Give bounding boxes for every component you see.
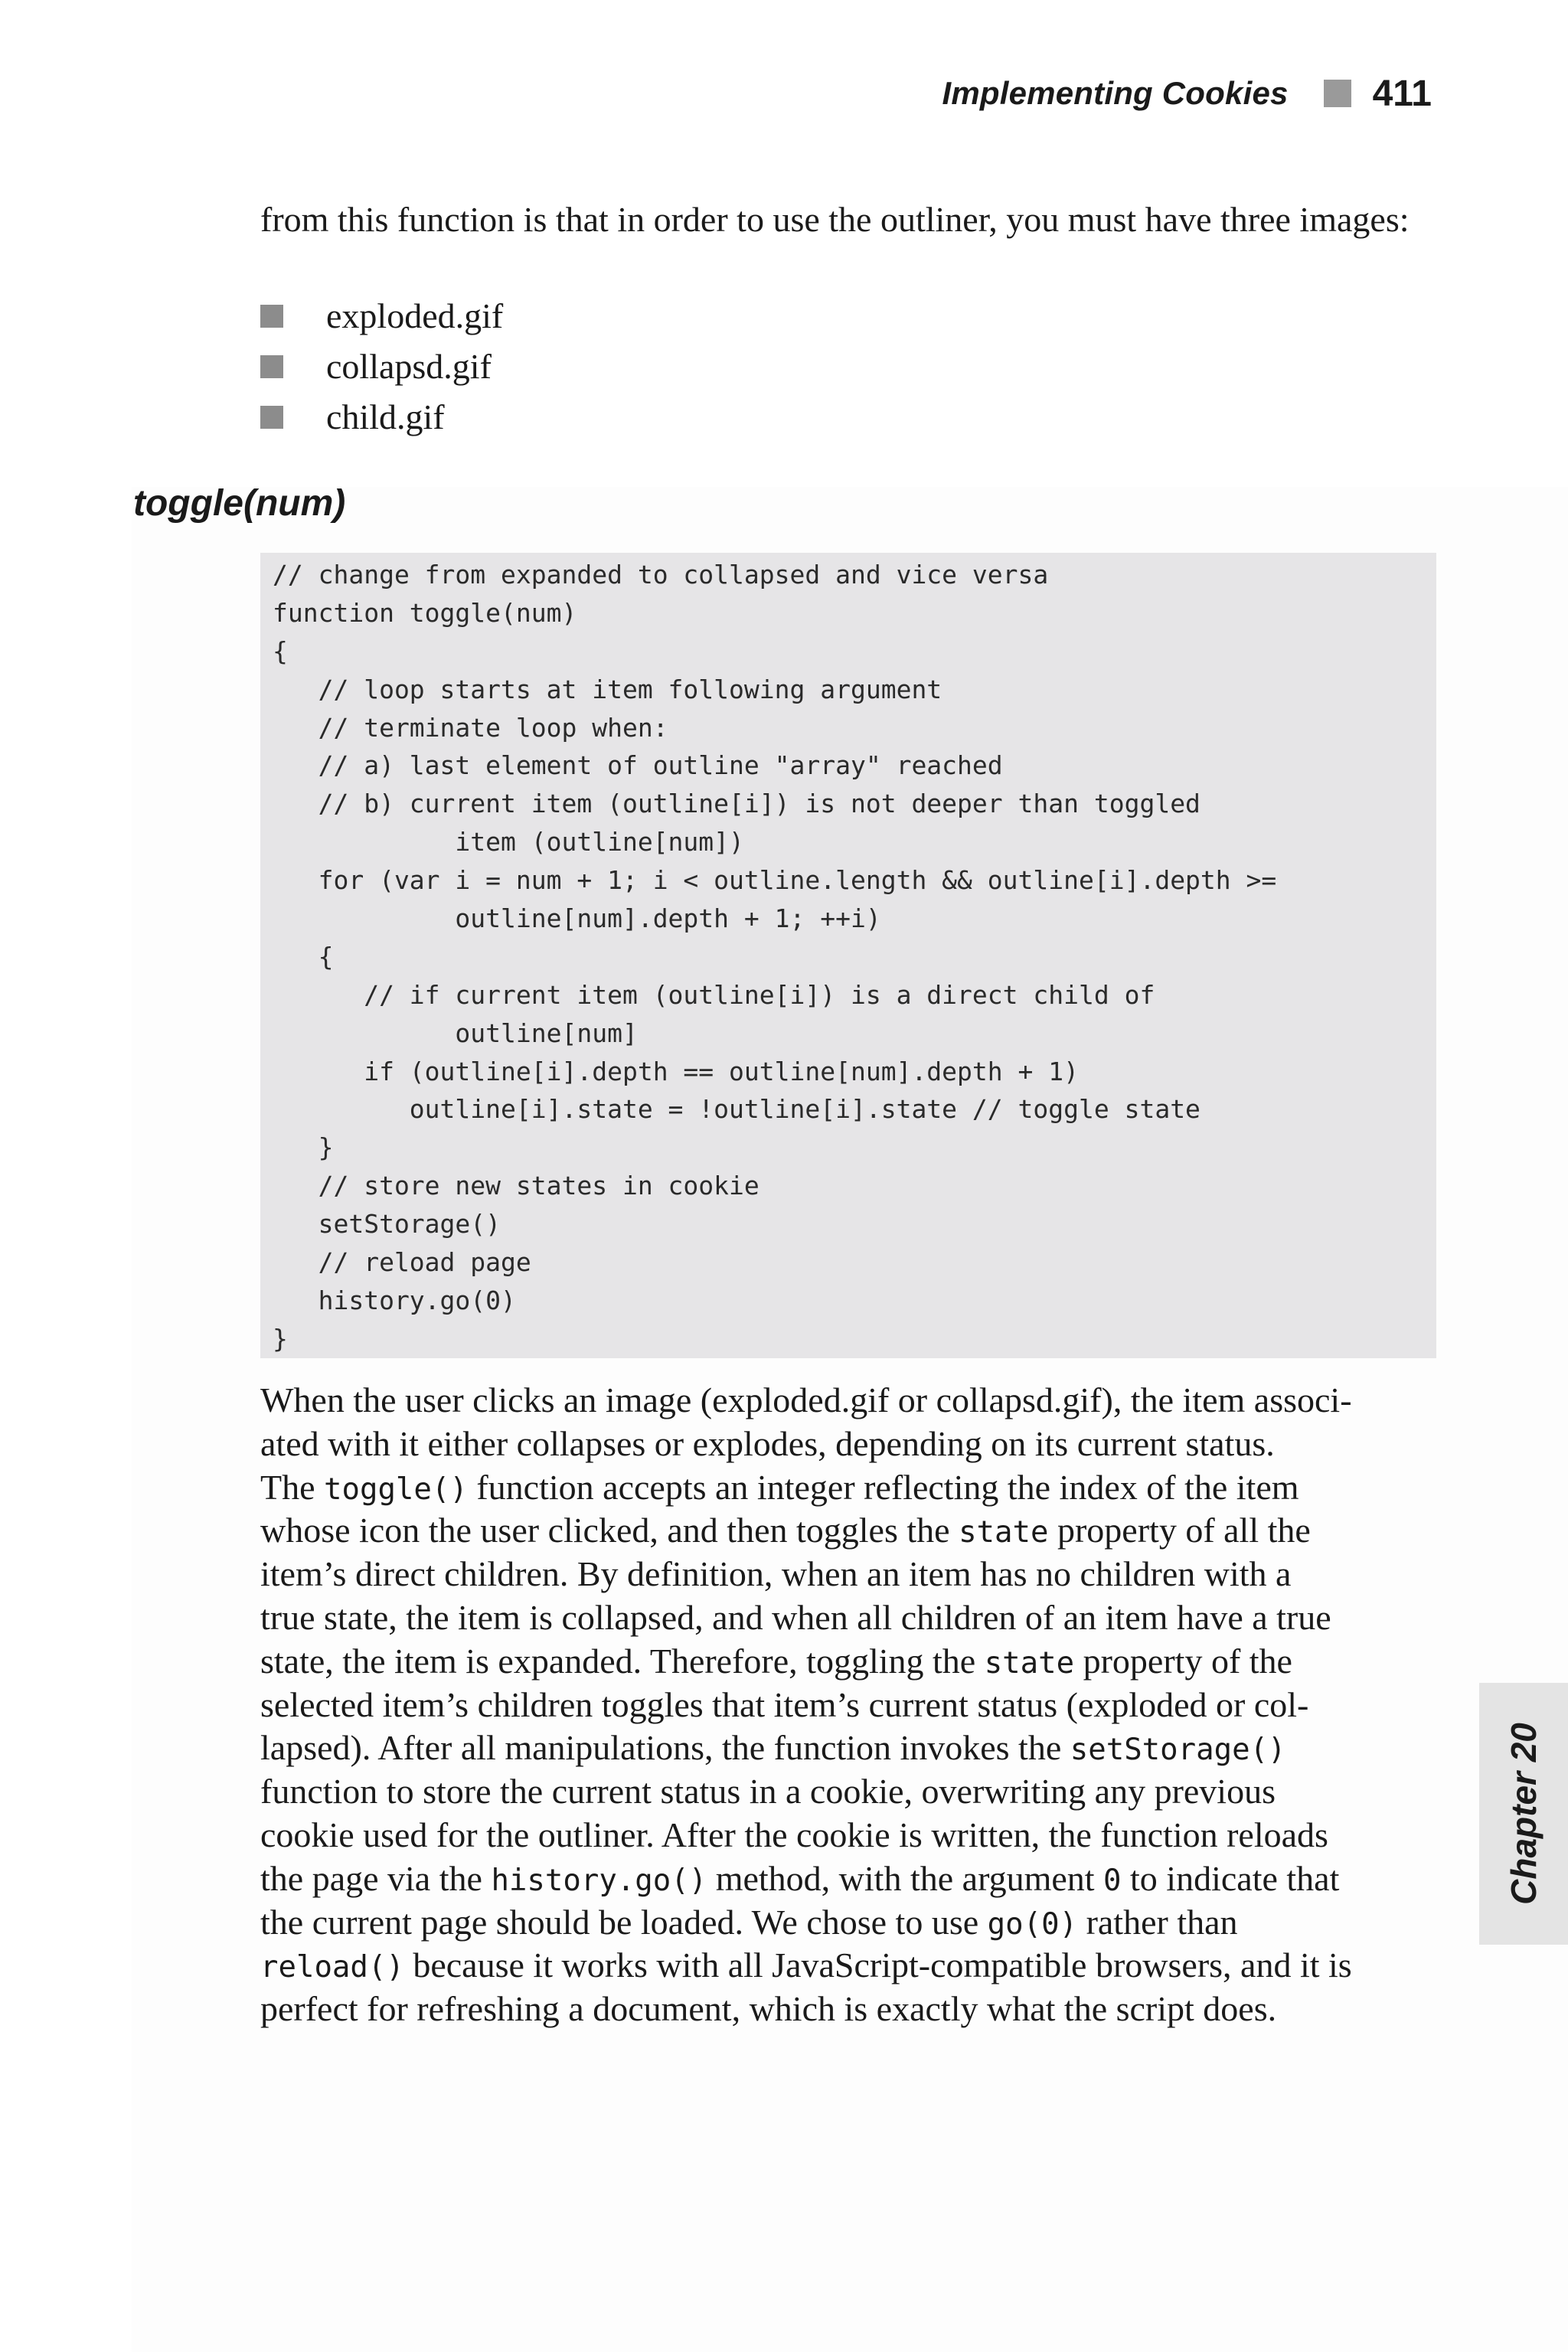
code-listing [260, 553, 1436, 1358]
body-text: whose icon the user clicked, and then toggles the [260, 1511, 959, 1550]
body-text: the page via the [260, 1858, 492, 1898]
body-text: The [260, 1467, 325, 1507]
body-line [260, 1423, 1439, 1466]
code-line: // loop starts at item following argument [273, 674, 942, 704]
intro-paragraph: from this function is that in order to use the outliner, you must have three images: [260, 200, 1410, 239]
code-line: } [273, 1132, 334, 1163]
body-line [260, 1596, 1439, 1640]
code-line: outline[num] [273, 1018, 638, 1048]
list-item-label: child.gif [326, 397, 445, 436]
body-text: property of all the [1048, 1511, 1311, 1550]
bullet-square-icon [260, 406, 283, 429]
body-text: to indicate that [1121, 1858, 1340, 1898]
body-line [260, 1944, 1439, 1988]
body-text: state, the item is expanded. Therefore, toggling the [260, 1641, 985, 1681]
page-number: 411 [1372, 73, 1432, 114]
code-line: // reload page [273, 1247, 531, 1278]
body-line [260, 1726, 1439, 1770]
body-text: because it works with all JavaScript-compatible browsers, and it is [403, 1945, 1352, 1985]
code-line: if (outline[i].depth == outline[num].depth + 1) [273, 1056, 1079, 1086]
header-square-icon [1324, 80, 1351, 107]
code-line: setStorage() [273, 1209, 501, 1240]
code-line: // a) last element of outline "array" reached [273, 750, 1003, 781]
code-line: // terminate loop when: [273, 712, 668, 743]
code-line: history.go(0) [273, 1285, 516, 1315]
body-line [260, 1901, 1439, 1945]
code-line: // if current item (outline[i]) is a direct child of [273, 979, 1155, 1010]
list-item-label: exploded.gif [326, 296, 504, 335]
body-line [260, 1814, 1439, 1857]
body-line [260, 1857, 1439, 1901]
code-line: // change from expanded to collapsed and vice versa [273, 560, 1049, 590]
body-line [260, 1770, 1439, 1814]
code-line: outline[i].state = !outline[i].state // toggle state [273, 1094, 1200, 1125]
list-item [260, 291, 503, 341]
body-text: When the user clicks an image (exploded.gif or collapsd.gif), the item associ- [260, 1380, 1352, 1419]
body-text: function accepts an integer reflecting the index of the item [467, 1467, 1299, 1507]
running-header-title: Implementing Cookies [942, 75, 1289, 111]
running-header [942, 70, 1432, 116]
code-line: for (var i = num + 1; i < outline.length && outline[i].depth >= [273, 865, 1277, 896]
inline-code: 0 [1103, 1863, 1122, 1898]
inline-code: toggle() [324, 1472, 468, 1507]
body-text: lapsed). After all manipulations, the function invokes the [260, 1728, 1070, 1768]
bullet-square-icon [260, 355, 283, 378]
body-text: item’s direct children. By definition, when an item has no children with a [260, 1554, 1292, 1594]
body-line [260, 1509, 1439, 1553]
inline-code: history.go() [491, 1863, 707, 1898]
code-line: { [273, 635, 288, 666]
inline-code: reload() [260, 1950, 404, 1985]
body-line [260, 1640, 1439, 1684]
inline-code: setStorage() [1070, 1733, 1286, 1768]
code-line: function toggle(num) [273, 597, 577, 628]
section-heading: toggle(num) [133, 483, 346, 524]
image-list [260, 291, 503, 443]
inline-code: state [959, 1515, 1049, 1550]
body-text: cookie used for the outliner. After the cookie is written, the function reloads [260, 1815, 1328, 1854]
body-line [260, 1466, 1439, 1510]
code-line: // b) current item (outline[i]) is not deeper than toggled [273, 789, 1200, 819]
body-paragraph [260, 1379, 1439, 2031]
body-line [260, 1988, 1439, 2031]
list-item-label: collapsd.gif [326, 347, 492, 386]
inline-code: go(0) [987, 1906, 1078, 1942]
chapter-tab [1479, 1683, 1568, 1945]
body-text: property of the [1074, 1641, 1292, 1681]
list-item [260, 341, 503, 392]
body-text: true state, the item is collapsed, and when all children of an item have a true [260, 1597, 1331, 1637]
body-text: selected item’s children toggles that item’s current status (exploded or col- [260, 1684, 1309, 1724]
body-text: ated with it either collapses or explodes, depending on its current status. [260, 1423, 1275, 1463]
chapter-tab-label: Chapter 20 [1504, 1723, 1544, 1905]
code-line: { [273, 941, 334, 972]
body-line [260, 1684, 1439, 1727]
body-text: the current page should be loaded. We chose to use [260, 1902, 988, 1942]
body-text: method, with the argument [707, 1858, 1104, 1898]
body-text: rather than [1077, 1902, 1238, 1942]
body-line [260, 1379, 1439, 1423]
code-line: outline[num].depth + 1; ++i) [273, 903, 881, 934]
body-text: function to store the current status in a cookie, overwriting any previous [260, 1772, 1276, 1811]
inline-code: state [984, 1645, 1075, 1681]
bullet-square-icon [260, 305, 283, 328]
list-item [260, 392, 503, 443]
code-line: } [273, 1323, 288, 1354]
code-line: // store new states in cookie [273, 1171, 760, 1201]
body-line [260, 1553, 1439, 1596]
body-text: perfect for refreshing a document, which is exactly what the script does. [260, 1989, 1277, 2029]
code-line: item (outline[num]) [273, 827, 744, 858]
